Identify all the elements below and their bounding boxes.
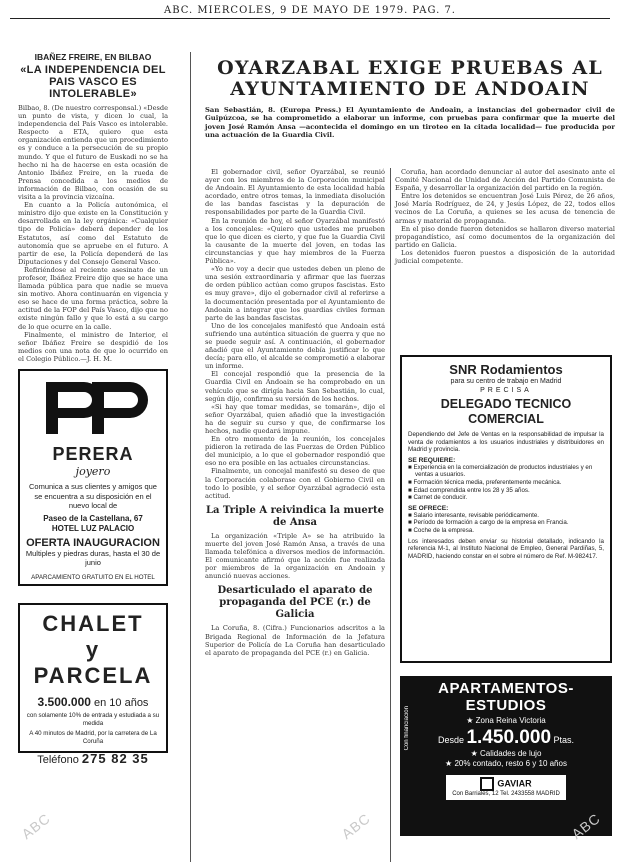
snr-offer: ■ Período de formación a cargo de la empresa en Francia.: [408, 519, 569, 527]
snr-precisa: PRECISA: [480, 387, 532, 394]
main-paragraph: Los detenidos fueron puestos a disposición de la autoridad judicial competente.: [395, 248, 615, 266]
snr-offer: ■ Coche de la empresa.: [408, 526, 475, 534]
apartamentos-feature: ★ Calidades de lujo: [470, 749, 542, 758]
triple-a-headline: La Triple A reivindica la muerte de Ansa: [205, 504, 385, 528]
left-paragraph: Bilbao, 8. (De nuestro corresponsal.) «Desde un punto de vista, y dicen lo cual, la independencia del País Vasco es intolerable. Respecto a ETA, quiero que esta organización entienda que un procedimiento es y conduce a la persecución de su propio mundo. Y que el futuro de Euskadi no se ha hecho ni ha de hacerse en esta ocasión de Antonio Ibáñez Freire, en la rueda de Prensa concedida a los medios de información de Bilbao, con ocasión de su visita a la provincia vizcaína.: [18, 104, 168, 202]
main-paragraph: Uno de los concejales manifestó que Andoain está sufriendo una auténtica situación de guerra y que no se puede seguir así. A continuación, el gobernador añadió que el Ayuntamiento debía justificar lo que decía; para ello, el alcalde se comprometió a elaborar un informe.: [205, 321, 385, 371]
chalet-location: A 40 minutos de Madrid, por la carretera de La Coruña: [29, 730, 157, 745]
apartamentos-zone: ★ Zona Reina Victoria: [466, 716, 546, 725]
snr-offer-text: Salario interesante, revisable periódicamente.: [413, 511, 540, 519]
snr-requirement: ■ Formación técnica media, preferentemente mecánica.: [408, 478, 562, 486]
main-paragraph: En otro momento de la reunión, los concejales pidieron la retirada de las Fuerzas de Orden Público del municipio, a lo que el gobernador respondió que eso no era posible en las actuales circunstancias.: [205, 435, 385, 468]
perera-hotel: HOTEL LUZ PALACIO: [51, 523, 135, 533]
snr-role: COMERCIAL: [468, 412, 544, 426]
pce-text: La Coruña, 8. (Cifra.) Funcionarios adscritos a la Brigada Regional de Información de la Jefatura Superior de Policía de La Coruña han desarticulado el aparato de propaganda del PCE (r.) en Galicia.: [205, 624, 385, 657]
gaviar-name-text: GAVIAR: [497, 778, 532, 789]
main-column-a: [205, 168, 385, 864]
snr-ad: [400, 355, 612, 663]
snr-requirement-text: Edad comprendida entre los 28 y 35 años.: [413, 486, 530, 494]
perera-message: Comunica a sus clientes y amigos que se encuentra a su disposición en el nuevo local de: [29, 482, 157, 510]
apartamentos-zone-text: Zona Reina Victoria: [475, 716, 546, 725]
snr-requirement: ■ Experiencia en la comercialización de productos industriales y en ventas a usuarios.: [408, 463, 593, 479]
chalet-ad: [18, 603, 168, 766]
chalet-price-terms: en 10 años: [94, 697, 149, 709]
gaviar-emblem-icon: [480, 777, 494, 791]
snr-offer-text: Período de formación a cargo de la empresa en Francia.: [413, 519, 569, 527]
apartamentos-feature: ★ 20% contado, resto 6 y 10 años: [445, 759, 567, 768]
left-column: [18, 52, 168, 864]
main-headline: OYARZABAL EXIGE PRUEBAS AL AYUNTAMIENTO DE ANDOAIN: [217, 57, 603, 100]
apartamentos-ad: [400, 676, 612, 836]
watermark: ABC: [338, 809, 374, 843]
snr-requirement-text: Experiencia en la comercialización de productos industriales y en ventas a usuarios.: [413, 463, 593, 479]
chalet-title: CHALET: [42, 611, 144, 636]
main-article-head: [205, 52, 615, 168]
chalet-terms: con solamente 10% de entrada y estudiada a su medida: [26, 712, 160, 727]
main-paragraph: En el piso donde fueron detenidos se hallaron diverso material propagandístico, así como documentos de la organización del partido en Galicia.: [395, 224, 615, 249]
watermark: ABC: [568, 809, 604, 843]
snr-requirement-text: Carnet de conducir.: [413, 494, 468, 502]
chalet-phone-label: Teléfono: [37, 754, 79, 766]
apartamentos-title: ESTUDIOS: [465, 697, 547, 714]
snr-offer-text: Coche de la empresa.: [413, 526, 475, 534]
chalet-title: y PARCELA: [33, 637, 153, 688]
perera-brand-sub: joyero: [75, 465, 111, 478]
snr-closing: Los interesados deben enviar su historial detallado, indicando la referencia M-1, al Instituto Nacional de Empleo, General Pardiñas, 5, MADRID, haciendo constar en el sobre el número de Ref. M-982417.: [408, 537, 604, 560]
chalet-phone: [24, 751, 162, 766]
snr-title: SNR Rodamientos: [449, 362, 563, 377]
snr-subtitle: para su centro de trabajo en Madrid: [450, 378, 562, 385]
header-rule: [10, 18, 610, 19]
perera-logo: [38, 378, 148, 438]
snr-offer: ■ Salario interesante, revisable periódicamente.: [408, 511, 540, 519]
perera-ad: [18, 369, 168, 586]
column-divider: [190, 52, 191, 862]
triple-a-text: La organización «Triple A» se ha atribuido la muerte del joven José Ramón Ansa, a través de una llamada telefónica a diversos medios de información. El comunicante afirmó que la acción fue realizada por miembros de la organización en Andoain y anunció nuevas acciones.: [205, 531, 385, 581]
snr-offers-label: SE OFRECE:: [408, 504, 449, 512]
gaviar-address: Con Barriales, 12 Tel. 2433558 MADRID: [452, 791, 560, 797]
gaviar-logo-box: [446, 775, 566, 800]
left-kicker: IBAÑEZ FREIRE, EN BILBAO: [34, 52, 152, 62]
watermark: ABC: [18, 809, 54, 843]
perera-address: Paseo de la Castellana, 67: [43, 513, 143, 523]
snr-role: DELEGADO TECNICO: [440, 397, 572, 411]
apartamentos-price-value: 1.450.000: [466, 727, 552, 748]
chalet-price: [24, 695, 162, 709]
snr-requirement: ■ Carnet de conducir.: [408, 494, 468, 502]
snr-intro: Dependiendo del Jefe de Ventas en la responsabilidad de impulsar la venta de rodamientos a los usuarios industriales y distribuidores en Madrid y provincia.: [408, 431, 604, 454]
pce-headline: Desarticulado el aparato de propaganda del PCE (r.) de Galicia: [217, 585, 373, 621]
perera-brand: PERERA: [52, 444, 134, 464]
column-divider: [390, 168, 391, 862]
apartamentos-price-prefix: Desde: [437, 735, 464, 745]
main-lead: San Sebastián, 8. (Europa Press.) El Ayuntamiento de Andoain, a instancias del gobernador civil de Guipúzcoa, se ha comprometido a elaborar un informe, con pruebas para confirmar que la muerte del joven José Ramón Ansa —acontecida el domingo en un tiroteo en la citada localidad— fue producida por una actuación de la Guardia Civil.: [205, 106, 615, 139]
chalet-phone-number: 275 82 35: [81, 751, 149, 766]
perera-offer-detail: Multiples y piedras duras, hasta el 30 de junio: [25, 548, 161, 567]
apartamentos-vertical-text: Con financiación: [404, 706, 410, 751]
main-paragraph: El gobernador civil, señor Oyarzábal, se reunió ayer con los miembros de la Corporación municipal de Andoain. El Ayuntamiento de esta localidad había acordado, entre otros temas, la inmediata disolución de las bandas fascistas y la depuración de responsabilidades por parte de la Guardia Civil.: [205, 168, 385, 217]
main-paragraph: Coruña, han acordado denunciar al autor del asesinato ante el Comité Nacional de Unidad de Acción del Partido Comunista de España, y desarrollar la organización del partido en la región.: [395, 168, 615, 193]
left-paragraph: En cuanto a la Policía autonómica, el ministro dijo que existe en la Constitución y desarrollada en la ley orgánica: «Cualquier tipo de Policía» deberá depender de los Estatutos, así como del Estatuto de autonomía que se apruebe en el futuro. A partir de ese, la Policía dependerá de las Diputaciones y del Consejo General Vasco.: [18, 201, 168, 266]
apartamentos-price-suffix: Ptas.: [553, 735, 575, 745]
snr-requirement: ■ Edad comprendida entre los 28 y 35 años.: [408, 486, 530, 494]
main-paragraph: Finalmente, un concejal manifestó su deseo de que la Corporación colaborase con el Gobierno Civil en todo lo posible, y el señor Oyarzábal agradeció esta actitud.: [205, 467, 385, 500]
snr-requires-label: SE REQUIERE:: [408, 456, 456, 464]
apartamentos-title: APARTAMENTOS-: [438, 680, 574, 697]
page-header: ABC. MIERCOLES, 9 DE MAYO DE 1979. PAG. 7.: [163, 5, 456, 16]
left-paragraph: Finalmente, el ministro de Interior, el señor Ibáñez Freire se despidió de los medios con una nota de que lo ocurrido en el Colegio Público.—J. H. M.: [18, 330, 168, 363]
main-paragraph: El concejal respondió que la presencia de la Guardia Civil en Andoain se ha comprobado en un vehículo que se dirigía hacia San Sebastián, lo cual, según dijo, confirma su versión de los hechos.: [205, 370, 385, 403]
main-paragraph: «Yo no voy a decir que ustedes deben un pleno de una sesión extraordinaria y afirmar que las fuerzas de orden público actúan como grupos fascistas. Esto es muy grave», dijo el gobernador civil al referirse a la documentación presentada por el Ayuntamiento de Andoain a integrar que los guardias civiles forman parte de las bandas fascistas.: [205, 265, 385, 322]
apartamentos-feature-text: Calidades de lujo: [480, 749, 542, 758]
main-paragraph: «Si hay que tomar medidas, se tomarán», dijo el señor Oyarzábal, quien añadió que la investigación ha de seguir su curso y que, de confirmarse los hechos, nadie quedará impune.: [205, 402, 385, 435]
perera-parking: APARCAMIENTO GRATUITO EN EL HOTEL: [31, 573, 155, 581]
left-headline: «LA INDEPENDENCIA DEL PAIS VASCO ES INTOLERABLE»: [20, 64, 166, 100]
main-paragraph: Entre los detenidos se encuentran José Luis Pérez, de 26 años, José María Rodríguez, de 24, y Jesús López, de 22, todos ellos vecinos de La Coruña, a quienes se les acusa de tenencia de armas y material de propaganda.: [395, 192, 615, 225]
left-paragraph: Refiriéndose al reciente asesinato de un profesor, Ibáñez Freire dijo que se hace una llamada pública para que nadie se mueva sin motivo. Ahora continuarán en vigencia y eso se hace de una forma práctica, sobre la actitud de la FOP del País Vasco, dijo que no existe ningún fallo y que lo está a su cargo de lo que ocurre en la calle.: [18, 265, 168, 331]
perera-offer: OFERTA INAUGURACION: [26, 536, 160, 549]
chalet-price-value: 3.500.000: [37, 695, 91, 709]
apartamentos-feature-text: 20% contado, resto 6 y 10 años: [454, 759, 567, 768]
main-column-b: [395, 168, 615, 348]
gaviar-name: [450, 777, 562, 791]
main-paragraph: En la reunión de hoy, el señor Oyarzábal manifestó a los concejales: «Quiero que ustedes me prueben que lo que dicen es cierto, y que fue la Guardia Civil la causante de la muerte del joven, en todas las circunstancias y que hay miembros de la Fuerza Pública».: [205, 216, 385, 266]
apartamentos-price: [404, 727, 608, 749]
snr-requirement-text: Formación técnica media, preferentemente mecánica.: [413, 478, 562, 486]
